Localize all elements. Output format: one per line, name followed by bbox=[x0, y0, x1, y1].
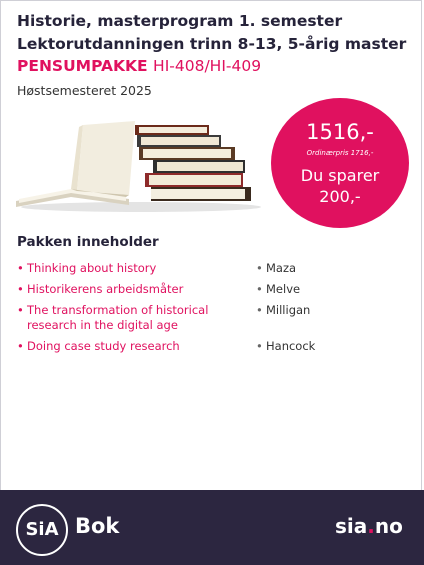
bullet: • bbox=[256, 339, 263, 353]
site-link[interactable] bbox=[335, 514, 403, 538]
sia-bok-wordmark: Bok bbox=[75, 514, 120, 538]
ordinary-price: Ordinærpris 1716,- bbox=[306, 149, 374, 157]
author-name: Melve bbox=[266, 282, 301, 296]
book-title: The transformation of historical research in the digital age bbox=[27, 303, 209, 332]
savings-label: Du sparer bbox=[300, 166, 380, 185]
price-badge bbox=[271, 98, 409, 228]
package-line bbox=[17, 57, 261, 75]
author-name: Maza bbox=[266, 261, 297, 275]
savings-amount: 200,- bbox=[319, 187, 361, 206]
bullet: • bbox=[256, 261, 263, 275]
footer-bar bbox=[0, 490, 424, 565]
bullet: • bbox=[17, 282, 24, 296]
course-codes: HI-408/HI-409 bbox=[153, 57, 262, 75]
title-line-1: Historie, masterprogram 1. semester bbox=[17, 12, 343, 30]
bullet: • bbox=[17, 303, 24, 317]
book-title: Thinking about history bbox=[27, 261, 157, 275]
sia-logo: SiA bbox=[16, 504, 68, 556]
book-title: Doing case study research bbox=[27, 339, 180, 353]
bullet: • bbox=[17, 339, 24, 353]
semester: Høstsemesteret 2025 bbox=[17, 83, 152, 98]
bullet: • bbox=[256, 303, 263, 317]
contents-heading: Pakken inneholder bbox=[17, 234, 159, 250]
stack-of-books-illustration bbox=[11, 117, 266, 213]
site-name-part2: no bbox=[374, 514, 403, 538]
book-title: Historikerens arbeidsmåter bbox=[27, 282, 184, 296]
site-name-part1: sia bbox=[335, 514, 368, 538]
package-label: PENSUMPAKKE bbox=[17, 57, 148, 75]
author-name: Hancock bbox=[266, 339, 316, 353]
title-line-2: Lektorutdanningen trinn 8-13, 5-årig master bbox=[17, 35, 407, 53]
bullet: • bbox=[256, 282, 263, 296]
bullet: • bbox=[17, 261, 24, 275]
site-name-dot: . bbox=[367, 514, 375, 538]
package-price: 1516,- bbox=[306, 120, 374, 144]
author-name: Milligan bbox=[266, 303, 311, 317]
